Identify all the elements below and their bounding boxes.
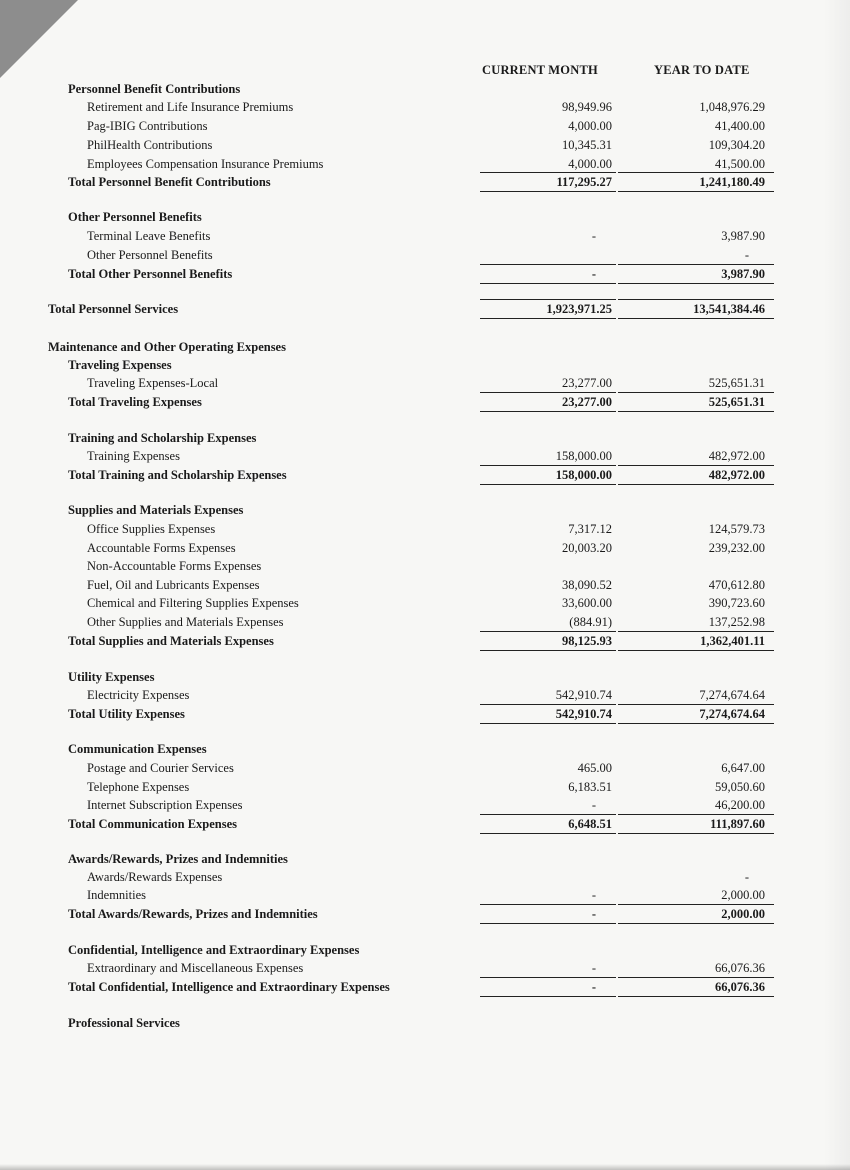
subtotal-rule-year-to-date (618, 299, 774, 300)
table-row (0, 539, 850, 557)
row-label: PhilHealth Contributions (87, 138, 213, 152)
table-row (0, 227, 850, 245)
table-row (0, 98, 850, 116)
current-month-value: 98,949.96 (562, 100, 612, 114)
current-month-value: 98,125.93 (562, 634, 612, 648)
row-label: Other Supplies and Materials Expenses (87, 615, 284, 629)
current-month-value: - (591, 229, 596, 243)
total-underline-year-to-date (618, 318, 774, 319)
row-label: Total Personnel Services (48, 302, 179, 316)
table-row (0, 705, 850, 723)
row-label: Office Supplies Expenses (87, 522, 216, 536)
row-label: Confidential, Intelligence and Extraordinary Expenses (68, 943, 360, 957)
subtotal-rule-current-month (480, 904, 616, 905)
row-label: Accountable Forms Expenses (87, 541, 236, 555)
current-month-value: - (591, 267, 596, 281)
row-label: Total Traveling Expenses (68, 395, 202, 409)
row-label: Total Confidential, Intelligence and Extraordinary Expenses (68, 980, 390, 994)
year-to-date-value: 41,400.00 (715, 119, 765, 133)
year-to-date-value: 59,050.60 (715, 780, 765, 794)
row-label: Personnel Benefit Contributions (68, 82, 241, 96)
total-underline-year-to-date (618, 833, 774, 834)
current-month-value: - (591, 888, 596, 902)
current-month-value: 158,000.00 (555, 449, 612, 463)
row-label: Internet Subscription Expenses (87, 798, 243, 812)
table-row (0, 300, 850, 318)
table-row (0, 905, 850, 923)
row-label: Total Training and Scholarship Expenses (68, 468, 287, 482)
year-to-date-value: 137,252.98 (708, 615, 765, 629)
table-row (0, 429, 850, 447)
year-to-date-value: 1,048,976.29 (699, 100, 765, 114)
year-to-date-value: 2,000.00 (721, 907, 765, 921)
year-to-date-value: 13,541,384.46 (693, 302, 765, 316)
table-row (0, 613, 850, 631)
current-month-value: 1,923,971.25 (546, 302, 612, 316)
row-label: Utility Expenses (68, 670, 155, 684)
row-label: Total Supplies and Materials Expenses (68, 634, 274, 648)
table-row (0, 594, 850, 612)
total-underline-year-to-date (618, 923, 774, 924)
current-month-value: 23,277.00 (562, 395, 612, 409)
column-header-year-to-date: YEAR TO DATE (654, 63, 750, 77)
subtotal-rule-year-to-date (618, 392, 774, 393)
total-underline-year-to-date (618, 283, 774, 284)
subtotal-rule-current-month (480, 814, 616, 815)
year-to-date-value: 1,362,401.11 (700, 634, 765, 648)
total-underline-current-month (480, 923, 616, 924)
subtotal-rule-year-to-date (618, 814, 774, 815)
table-row (0, 374, 850, 392)
column-header-current-month: CURRENT MONTH (482, 63, 598, 77)
year-to-date-value: 470,612.80 (708, 578, 765, 592)
row-label: Electricity Expenses (87, 688, 190, 702)
row-label: Training and Scholarship Expenses (68, 431, 257, 445)
total-underline-current-month (480, 996, 616, 997)
year-to-date-value: 3,987.90 (721, 267, 765, 281)
current-month-value: 542,910.74 (555, 688, 612, 702)
table-row (0, 173, 850, 191)
row-label: Training Expenses (87, 449, 180, 463)
table-row (0, 136, 850, 154)
subtotal-rule-year-to-date (618, 977, 774, 978)
total-underline-current-month (480, 191, 616, 192)
row-label: Indemnities (87, 888, 147, 902)
table-row (0, 850, 850, 868)
row-label: Awards/Rewards Expenses (87, 870, 223, 884)
table-row (0, 557, 850, 575)
year-to-date-value: 525,651.31 (708, 395, 765, 409)
current-month-value: 20,003.20 (562, 541, 612, 555)
subtotal-rule-year-to-date (618, 172, 774, 173)
year-to-date-value: 7,274,674.64 (699, 707, 765, 721)
current-month-value: 33,600.00 (562, 596, 612, 610)
subtotal-rule-current-month (480, 264, 616, 265)
table-row (0, 740, 850, 758)
table-row (0, 155, 850, 173)
year-to-date-value: - (744, 248, 749, 262)
row-label: Communication Expenses (68, 742, 207, 756)
row-label: Pag-IBIG Contributions (87, 119, 208, 133)
total-underline-current-month (480, 723, 616, 724)
row-label: Total Communication Expenses (68, 817, 238, 831)
total-underline-current-month (480, 411, 616, 412)
subtotal-rule-current-month (480, 465, 616, 466)
row-label: Retirement and Life Insurance Premiums (87, 100, 294, 114)
row-label: Non-Accountable Forms Expenses (87, 559, 262, 573)
table-row (0, 1014, 850, 1032)
row-label: Total Utility Expenses (68, 707, 185, 721)
current-month-value: (884.91) (569, 615, 612, 629)
year-to-date-value: 66,076.36 (715, 980, 765, 994)
row-label: Awards/Rewards, Prizes and Indemnities (68, 852, 288, 866)
table-row (0, 686, 850, 704)
total-underline-year-to-date (618, 484, 774, 485)
table-row (0, 246, 850, 264)
current-month-value: 6,648.51 (568, 817, 612, 831)
folded-corner (0, 0, 78, 78)
row-label: Other Personnel Benefits (68, 210, 202, 224)
row-label: Traveling Expenses (68, 358, 172, 372)
table-row (0, 80, 850, 98)
row-label: Total Personnel Benefit Contributions (68, 175, 271, 189)
current-month-value: 117,295.27 (556, 175, 612, 189)
current-month-value: 10,345.31 (562, 138, 612, 152)
total-underline-current-month (480, 833, 616, 834)
subtotal-rule-year-to-date (618, 904, 774, 905)
table-row (0, 668, 850, 686)
subtotal-rule-year-to-date (618, 631, 774, 632)
row-label: Traveling Expenses-Local (87, 376, 219, 390)
year-to-date-value: 3,987.90 (721, 229, 765, 243)
table-row (0, 815, 850, 833)
year-to-date-value: 111,897.60 (710, 817, 765, 831)
row-label: Postage and Courier Services (87, 761, 234, 775)
subtotal-rule-current-month (480, 631, 616, 632)
total-underline-year-to-date (618, 191, 774, 192)
table-row (0, 338, 850, 356)
current-month-value: 7,317.12 (568, 522, 612, 536)
year-to-date-value: - (744, 870, 749, 884)
table-row (0, 356, 850, 374)
row-label: Professional Services (68, 1016, 180, 1030)
table-row (0, 886, 850, 904)
year-to-date-value: 482,972.00 (708, 449, 765, 463)
year-to-date-value: 124,579.73 (708, 522, 765, 536)
subtotal-rule-year-to-date (618, 704, 774, 705)
year-to-date-value: 482,972.00 (708, 468, 765, 482)
row-label: Extraordinary and Miscellaneous Expenses (87, 961, 304, 975)
subtotal-rule-current-month (480, 299, 616, 300)
current-month-value: 465.00 (577, 761, 612, 775)
year-to-date-value: 525,651.31 (708, 376, 765, 390)
current-month-value: 4,000.00 (568, 119, 612, 133)
total-underline-year-to-date (618, 996, 774, 997)
subtotal-rule-year-to-date (618, 465, 774, 466)
table-row (0, 632, 850, 650)
total-underline-year-to-date (618, 650, 774, 651)
table-row (0, 520, 850, 538)
row-label: Telephone Expenses (87, 780, 190, 794)
year-to-date-value: 6,647.00 (721, 761, 765, 775)
current-month-value: 38,090.52 (562, 578, 612, 592)
row-label: Total Awards/Rewards, Prizes and Indemnities (68, 907, 318, 921)
year-to-date-value: 239,232.00 (708, 541, 765, 555)
table-row (0, 778, 850, 796)
table-row (0, 466, 850, 484)
table-row (0, 576, 850, 594)
table-row (0, 959, 850, 977)
row-label: Terminal Leave Benefits (87, 229, 211, 243)
current-month-value: 542,910.74 (555, 707, 612, 721)
year-to-date-value: 109,304.20 (708, 138, 765, 152)
subtotal-rule-current-month (480, 172, 616, 173)
current-month-value: 4,000.00 (568, 157, 612, 171)
row-label: Other Personnel Benefits (87, 248, 213, 262)
year-to-date-value: 2,000.00 (721, 888, 765, 902)
year-to-date-value: 66,076.36 (715, 961, 765, 975)
year-to-date-value: 7,274,674.64 (699, 688, 765, 702)
table-row (0, 941, 850, 959)
subtotal-rule-current-month (480, 392, 616, 393)
current-month-value: 23,277.00 (562, 376, 612, 390)
subtotal-rule-current-month (480, 704, 616, 705)
table-row (0, 208, 850, 226)
total-underline-year-to-date (618, 723, 774, 724)
row-label: Supplies and Materials Expenses (68, 503, 244, 517)
row-label: Employees Compensation Insurance Premiums (87, 157, 324, 171)
subtotal-rule-year-to-date (618, 264, 774, 265)
current-month-value: - (591, 980, 596, 994)
table-row (0, 265, 850, 283)
total-underline-current-month (480, 283, 616, 284)
table-row (0, 796, 850, 814)
current-month-value: - (591, 907, 596, 921)
total-underline-year-to-date (618, 411, 774, 412)
row-label: Total Other Personnel Benefits (68, 267, 233, 281)
row-label: Chemical and Filtering Supplies Expenses (87, 596, 299, 610)
total-underline-current-month (480, 318, 616, 319)
year-to-date-value: 1,241,180.49 (699, 175, 765, 189)
page-bottom-edge (0, 1164, 850, 1170)
table-row (0, 393, 850, 411)
row-label: Maintenance and Other Operating Expenses (48, 340, 286, 354)
current-month-value: - (591, 961, 596, 975)
table-row (0, 759, 850, 777)
year-to-date-value: 390,723.60 (708, 596, 765, 610)
table-row (0, 868, 850, 886)
table-row (0, 447, 850, 465)
year-to-date-value: 41,500.00 (715, 157, 765, 171)
total-underline-current-month (480, 650, 616, 651)
row-label: Fuel, Oil and Lubricants Expenses (87, 578, 260, 592)
current-month-value: 158,000.00 (555, 468, 612, 482)
table-row (0, 117, 850, 135)
subtotal-rule-current-month (480, 977, 616, 978)
total-underline-current-month (480, 484, 616, 485)
current-month-value: - (591, 798, 596, 812)
table-row (0, 978, 850, 996)
current-month-value: 6,183.51 (568, 780, 612, 794)
table-row (0, 501, 850, 519)
year-to-date-value: 46,200.00 (715, 798, 765, 812)
